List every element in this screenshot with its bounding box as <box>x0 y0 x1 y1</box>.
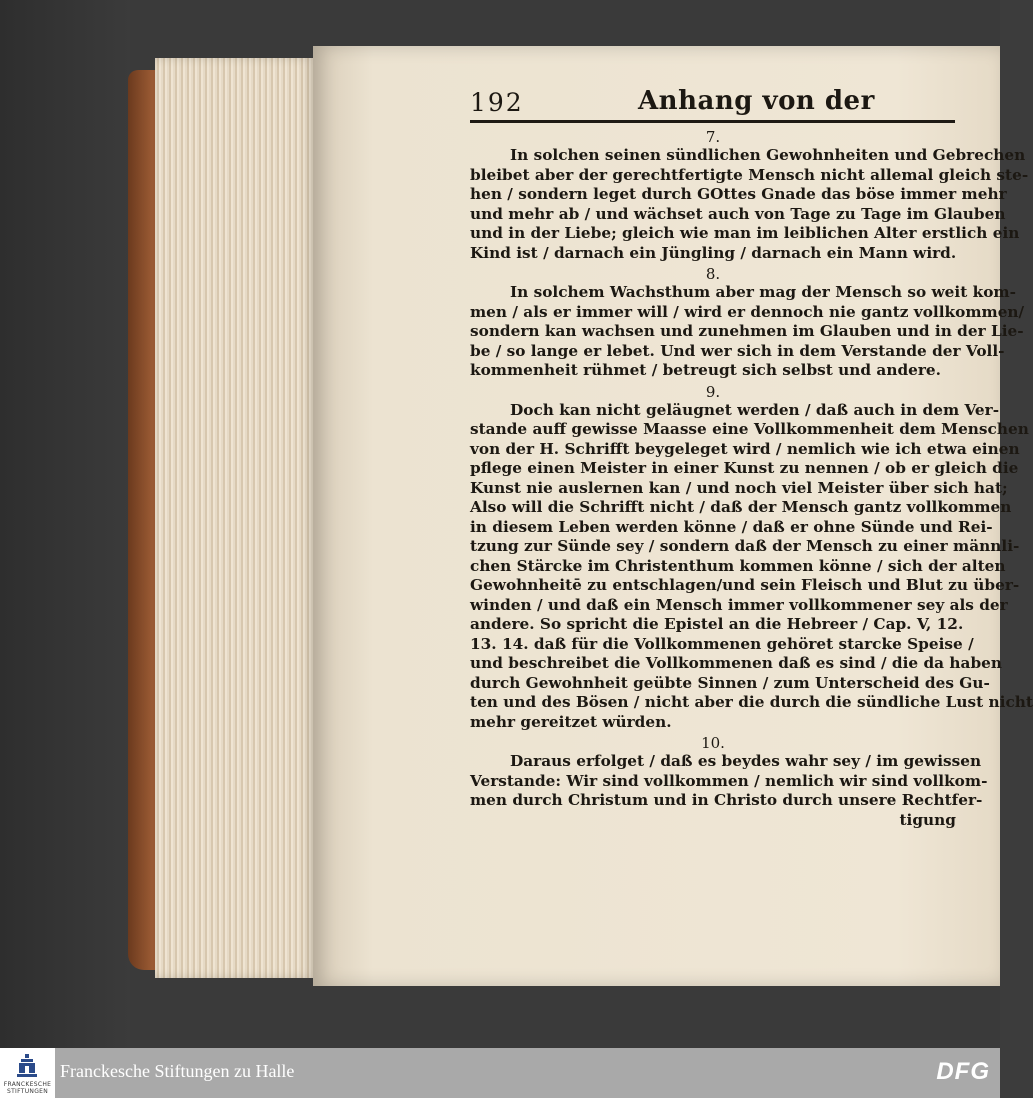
text-line: in diesem Leben werden könne / daß er ohne Sünde und Rei- <box>470 517 993 536</box>
text-line: Kunst nie auslernen kan / und noch viel Meister über sich hat; <box>470 478 1008 497</box>
text-line: und beschreibet die Vollkommenen daß es sind / die da haben <box>470 654 1003 672</box>
paragraph-number: 7. <box>705 128 721 146</box>
text-line: kommenheit rühmet / betreugt sich selbst und andere. <box>470 361 941 379</box>
institution-name[interactable]: Franckesche Stiftungen zu Halle <box>60 1061 295 1081</box>
text-block <box>470 126 1033 830</box>
text-line: Gewohnheitē zu entschlagen/und sein Fleisch und Blut zu über- <box>470 576 1020 594</box>
logo-text-line: STIFTUNGEN <box>6 1088 49 1095</box>
text-line: men / als er immer will / wird er dennoch nie gantz vollkommen/ <box>470 302 1025 321</box>
paragraph-10 <box>470 734 988 830</box>
book-page-edges <box>155 58 315 978</box>
institution-logo[interactable] <box>0 1048 55 1098</box>
text-line: In solchen seinen sündlichen Gewohnheiten und Gebrechen <box>510 146 1026 164</box>
text-line: In solchem Wachsthum aber mag der Mensch so weit kom- <box>510 283 1016 301</box>
text-line: winden / und daß ein Mensch immer vollkommener sey als der <box>470 595 1008 614</box>
text-line: Also will die Schrifft nicht / daß der Mensch gantz vollkommen <box>470 498 1012 516</box>
running-title: Anhang von der <box>638 86 875 116</box>
viewer-footer <box>0 1048 1000 1098</box>
paragraph-7 <box>470 128 1029 263</box>
dfg-logo[interactable]: DFG <box>936 1058 990 1085</box>
text-line: be / so lange er lebet. Und wer sich in dem Verstande der Voll- <box>470 341 1005 360</box>
text-line: stande auff gewisse Maasse eine Vollkommenheit dem Menschen <box>470 420 1029 438</box>
text-line: Kind ist / darnach ein Jüngling / darnach ein Mann wird. <box>470 243 957 262</box>
paragraph-number: 10. <box>701 734 725 752</box>
text-line: chen Stärcke im Christenthum kommen könne / sich der alten <box>470 556 1006 575</box>
logo-text <box>2 1081 53 1095</box>
text-line: Doch kan nicht geläugnet werden / daß auch in dem Ver- <box>510 400 1000 419</box>
text-line: 13. 14. daß für die Vollkommenen gehöret starcke Speise / <box>470 634 974 653</box>
text-line: bleibet aber der gerechtfertigte Mensch nicht allemal gleich ste- <box>470 165 1029 184</box>
text-line: durch Gewohnheit geübte Sinnen / zum Unterscheid des Gu- <box>470 673 990 692</box>
text-line: hen / sondern leget durch GOttes Gnade das böse immer mehr <box>470 185 1007 203</box>
text-line: pflege einen Meister in einer Kunst zu nennen / ob er gleich die <box>470 459 1019 477</box>
text-line: und mehr ab / und wächset auch von Tage zu Tage im Glauben <box>470 204 1006 223</box>
text-line: andere. So spricht die Epistel an die Hebreer / Cap. V, 12. <box>470 615 964 633</box>
text-line: men durch Christum und in Christo durch unsere Rechtfer- <box>470 791 983 809</box>
text-line: ten und des Bösen / nicht aber die durch die sündliche Lust nicht <box>470 693 1033 711</box>
background-shadow <box>0 0 130 1048</box>
paragraph-number: 9. <box>705 382 721 401</box>
logo-text-line: FRANCKESCHE <box>3 1081 52 1088</box>
text-line: mehr gereitzet würden. <box>470 712 672 731</box>
text-line: Verstande: Wir sind vollkommen / nemlich wir sind vollkom- <box>470 771 988 790</box>
text-line: sondern kan wachsen und zunehmen im Glauben und in der Lie- <box>470 322 1024 340</box>
text-line: Daraus erfolget / daß es beydes wahr sey / im gewissen <box>510 752 982 770</box>
paragraph-8 <box>470 265 1025 381</box>
francke-foundation-icon <box>17 1054 37 1078</box>
paragraph-9 <box>470 382 1033 733</box>
text-line: von der H. Schrifft beygeleget wird / nemlich wie ich etwa einen <box>470 439 1020 458</box>
catchword: tigung <box>899 810 956 829</box>
paragraph-number: 8. <box>705 265 721 283</box>
text-line: tzung zur Sünde sey / sondern daß der Mensch zu einer männli- <box>470 537 1020 555</box>
page-number: 192 <box>470 88 524 117</box>
text-line: und in der Liebe; gleich wie man im leiblichen Alter erstlich ein <box>470 224 1020 242</box>
page-header <box>470 84 955 123</box>
